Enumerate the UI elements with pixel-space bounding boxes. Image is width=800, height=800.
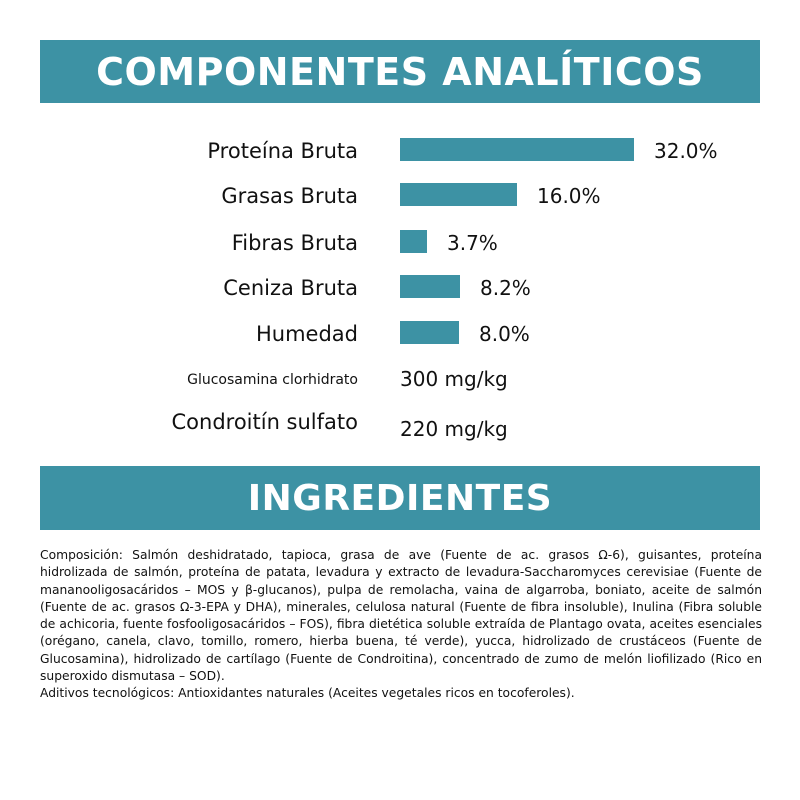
ingredients-text	[40, 547, 762, 703]
data-label: 8.2%	[480, 276, 531, 300]
glucosamine-value: 300 mg/kg	[400, 367, 508, 391]
glucosamine-label: Glucosamina clorhidrato	[187, 372, 358, 388]
category-label: Humedad	[255, 322, 358, 346]
bar	[400, 321, 459, 344]
analytical-components-title: COMPONENTES ANALÍTICOS	[96, 49, 704, 94]
additives-paragraph: Aditivos tecnológicos: Antioxidantes naturales (Aceites vegetales ricos en tocoferoles).	[40, 686, 575, 701]
category-label: Proteína Bruta	[207, 139, 358, 163]
ingredients-title: INGREDIENTES	[247, 477, 553, 519]
category-label: Ceniza Bruta	[223, 276, 358, 300]
data-label: 3.7%	[447, 231, 498, 255]
chondroitin-value: 220 mg/kg	[400, 417, 508, 441]
composition-paragraph: Composición: Salmón deshidratado, tapioca, grasa de ave (Fuente de ac. grasos Ω-6), guisantes, proteína hidrolizada de salmón, proteína de patata, levadura y extracto de levadura-Saccharomyces cerevisiae (Fuente de mananooligosacáridos – MOS y β-glucanos), pulpa de remolacha, vaina de algarroba, boniato, aceite de salmón (Fuente de ac. grasos Ω-3-EPA y DHA), minerales, celulosa natural (Fuente de fibra insoluble), Inulina (Fibra soluble de achicoria, fuente fosfooligosacáridos – FOS), fibra dietética soluble extraída de Plantago ovata, aceites esenciales (orégano, canela, clavo, tomillo, romero, hierba buena, té verde), yucca, hidrolizado de crustáceos (Fuente de Glucosamina), hidrolizado de cartílago (Fuente de Condroitina), concentrado de zumo de melón liofilizado (Rico en superoxido dismutasa – SOD).	[40, 548, 762, 684]
analytical-components-banner	[40, 40, 760, 103]
bar	[400, 138, 634, 161]
bar	[400, 230, 427, 253]
data-label: 32.0%	[654, 139, 718, 163]
data-label: 16.0%	[537, 184, 601, 208]
data-label: 8.0%	[479, 322, 530, 346]
chondroitin-label: Condroitín sulfato	[171, 410, 358, 434]
category-label: Grasas Bruta	[221, 184, 358, 208]
bar	[400, 275, 460, 298]
bar	[400, 183, 517, 206]
category-label: Fibras Bruta	[231, 231, 358, 255]
ingredients-banner	[40, 466, 760, 530]
